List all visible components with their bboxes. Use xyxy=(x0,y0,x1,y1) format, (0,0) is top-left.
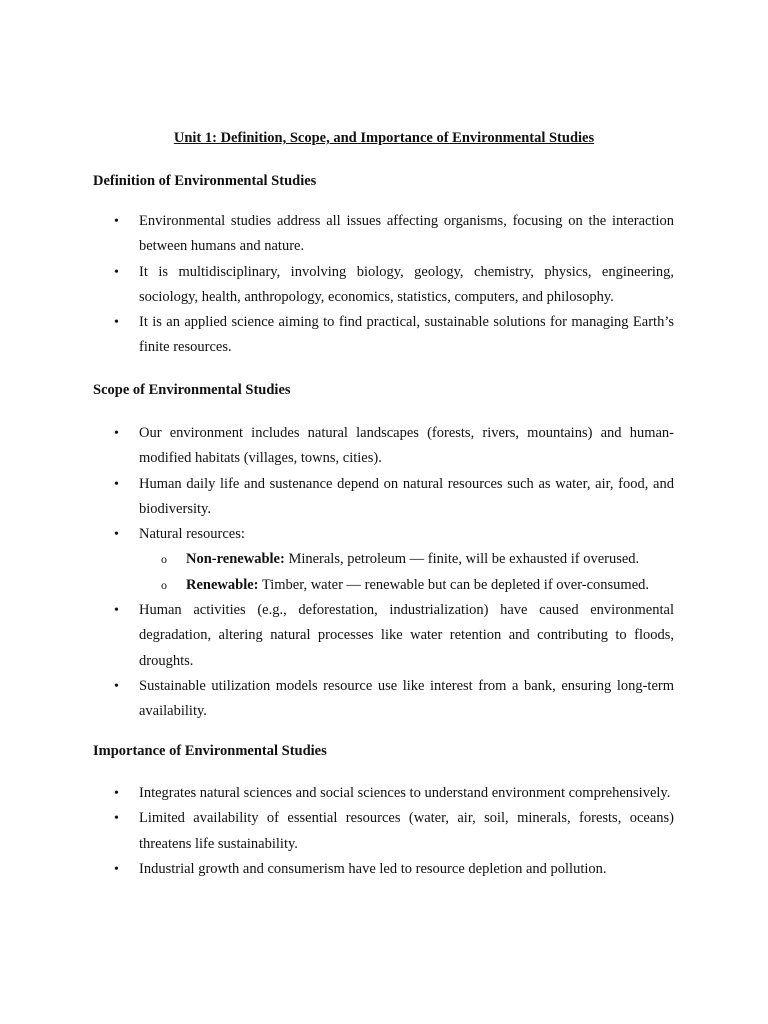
circle-bullet-icon: o xyxy=(161,552,167,567)
document-title: Unit 1: Definition, Scope, and Importance of Environmental Studies xyxy=(173,130,595,146)
bullet-text: Human activities (e.g., deforestation, industrialization) have caused environmental degradation, altering natural processes like water retention and contributing to floods, droughts. xyxy=(139,602,674,669)
bullet-text: Limited availability of essential resources (water, air, soil, minerals, forests, oceans) threatens life sustainability. xyxy=(139,810,674,852)
sub-list-item-renewable xyxy=(161,573,676,598)
bullet-text: Environmental studies address all issues affecting organisms, focusing on the interaction between humans and nature. xyxy=(139,213,674,255)
list-item xyxy=(114,857,674,882)
list-item xyxy=(114,209,674,260)
list-item xyxy=(114,806,674,857)
bullet-icon: • xyxy=(114,603,119,619)
list-item xyxy=(114,598,674,674)
list-item xyxy=(114,522,674,547)
sub-item-label: Renewable: xyxy=(186,576,259,593)
section-heading-scope: Scope of Environmental Studies xyxy=(93,382,291,398)
section-heading-importance: Importance of Environmental Studies xyxy=(93,743,327,759)
bullet-icon: • xyxy=(114,476,119,492)
list-item xyxy=(114,781,674,806)
scope-bullet-list xyxy=(0,421,768,725)
bullet-icon: • xyxy=(114,811,119,827)
bullet-text: Human daily life and sustenance depend on natural resources such as water, air, food, and biodiversity. xyxy=(139,475,674,517)
bullet-text: It is an applied science aiming to find practical, sustainable solutions for managing Earth’s finite resources. xyxy=(139,314,674,356)
bullet-text: Sustainable utilization models resource use like interest from a bank, ensuring long-term availability. xyxy=(139,677,674,720)
bullet-icon: • xyxy=(114,426,119,441)
bullet-icon: • xyxy=(114,264,119,280)
bullet-icon: • xyxy=(114,861,119,877)
sub-list-item-non-renewable xyxy=(161,547,676,572)
bullet-icon: • xyxy=(114,315,119,331)
sub-item-label: Non-renewable: xyxy=(186,551,285,568)
list-item xyxy=(114,310,674,361)
bullet-icon: • xyxy=(114,214,119,229)
sub-item-text: Timber, water — renewable but can be depleted if over-consumed. xyxy=(258,576,650,593)
bullet-text: Our environment includes natural landscapes (forests, rivers, mountains) and human-modified habitats (villages, towns, cities). xyxy=(139,425,674,467)
bullet-icon: • xyxy=(114,786,119,801)
bullet-text: It is multidisciplinary, involving biology, geology, chemistry, physics, engineering, sociology, health, anthropology, economics, statistics, computers, and philosophy. xyxy=(139,263,674,305)
list-item xyxy=(114,421,674,472)
section-heading-definition: Definition of Environmental Studies xyxy=(93,173,317,189)
bullet-text: Industrial growth and consumerism have led to resource depletion and pollution. xyxy=(139,860,607,877)
bullet-icon: • xyxy=(114,527,119,543)
circle-bullet-icon: o xyxy=(161,577,167,592)
bullet-icon: • xyxy=(114,678,119,694)
definition-bullet-list xyxy=(0,209,768,361)
list-item xyxy=(114,674,674,725)
sub-item-text: Minerals, petroleum — finite, will be exhausted if overused. xyxy=(284,551,640,568)
list-item xyxy=(114,260,674,311)
bullet-text: Natural resources: xyxy=(139,526,245,543)
list-item xyxy=(114,472,674,523)
importance-bullet-list xyxy=(0,781,768,882)
bullet-text: Integrates natural sciences and social sciences to understand environment comprehensively. xyxy=(139,785,671,801)
